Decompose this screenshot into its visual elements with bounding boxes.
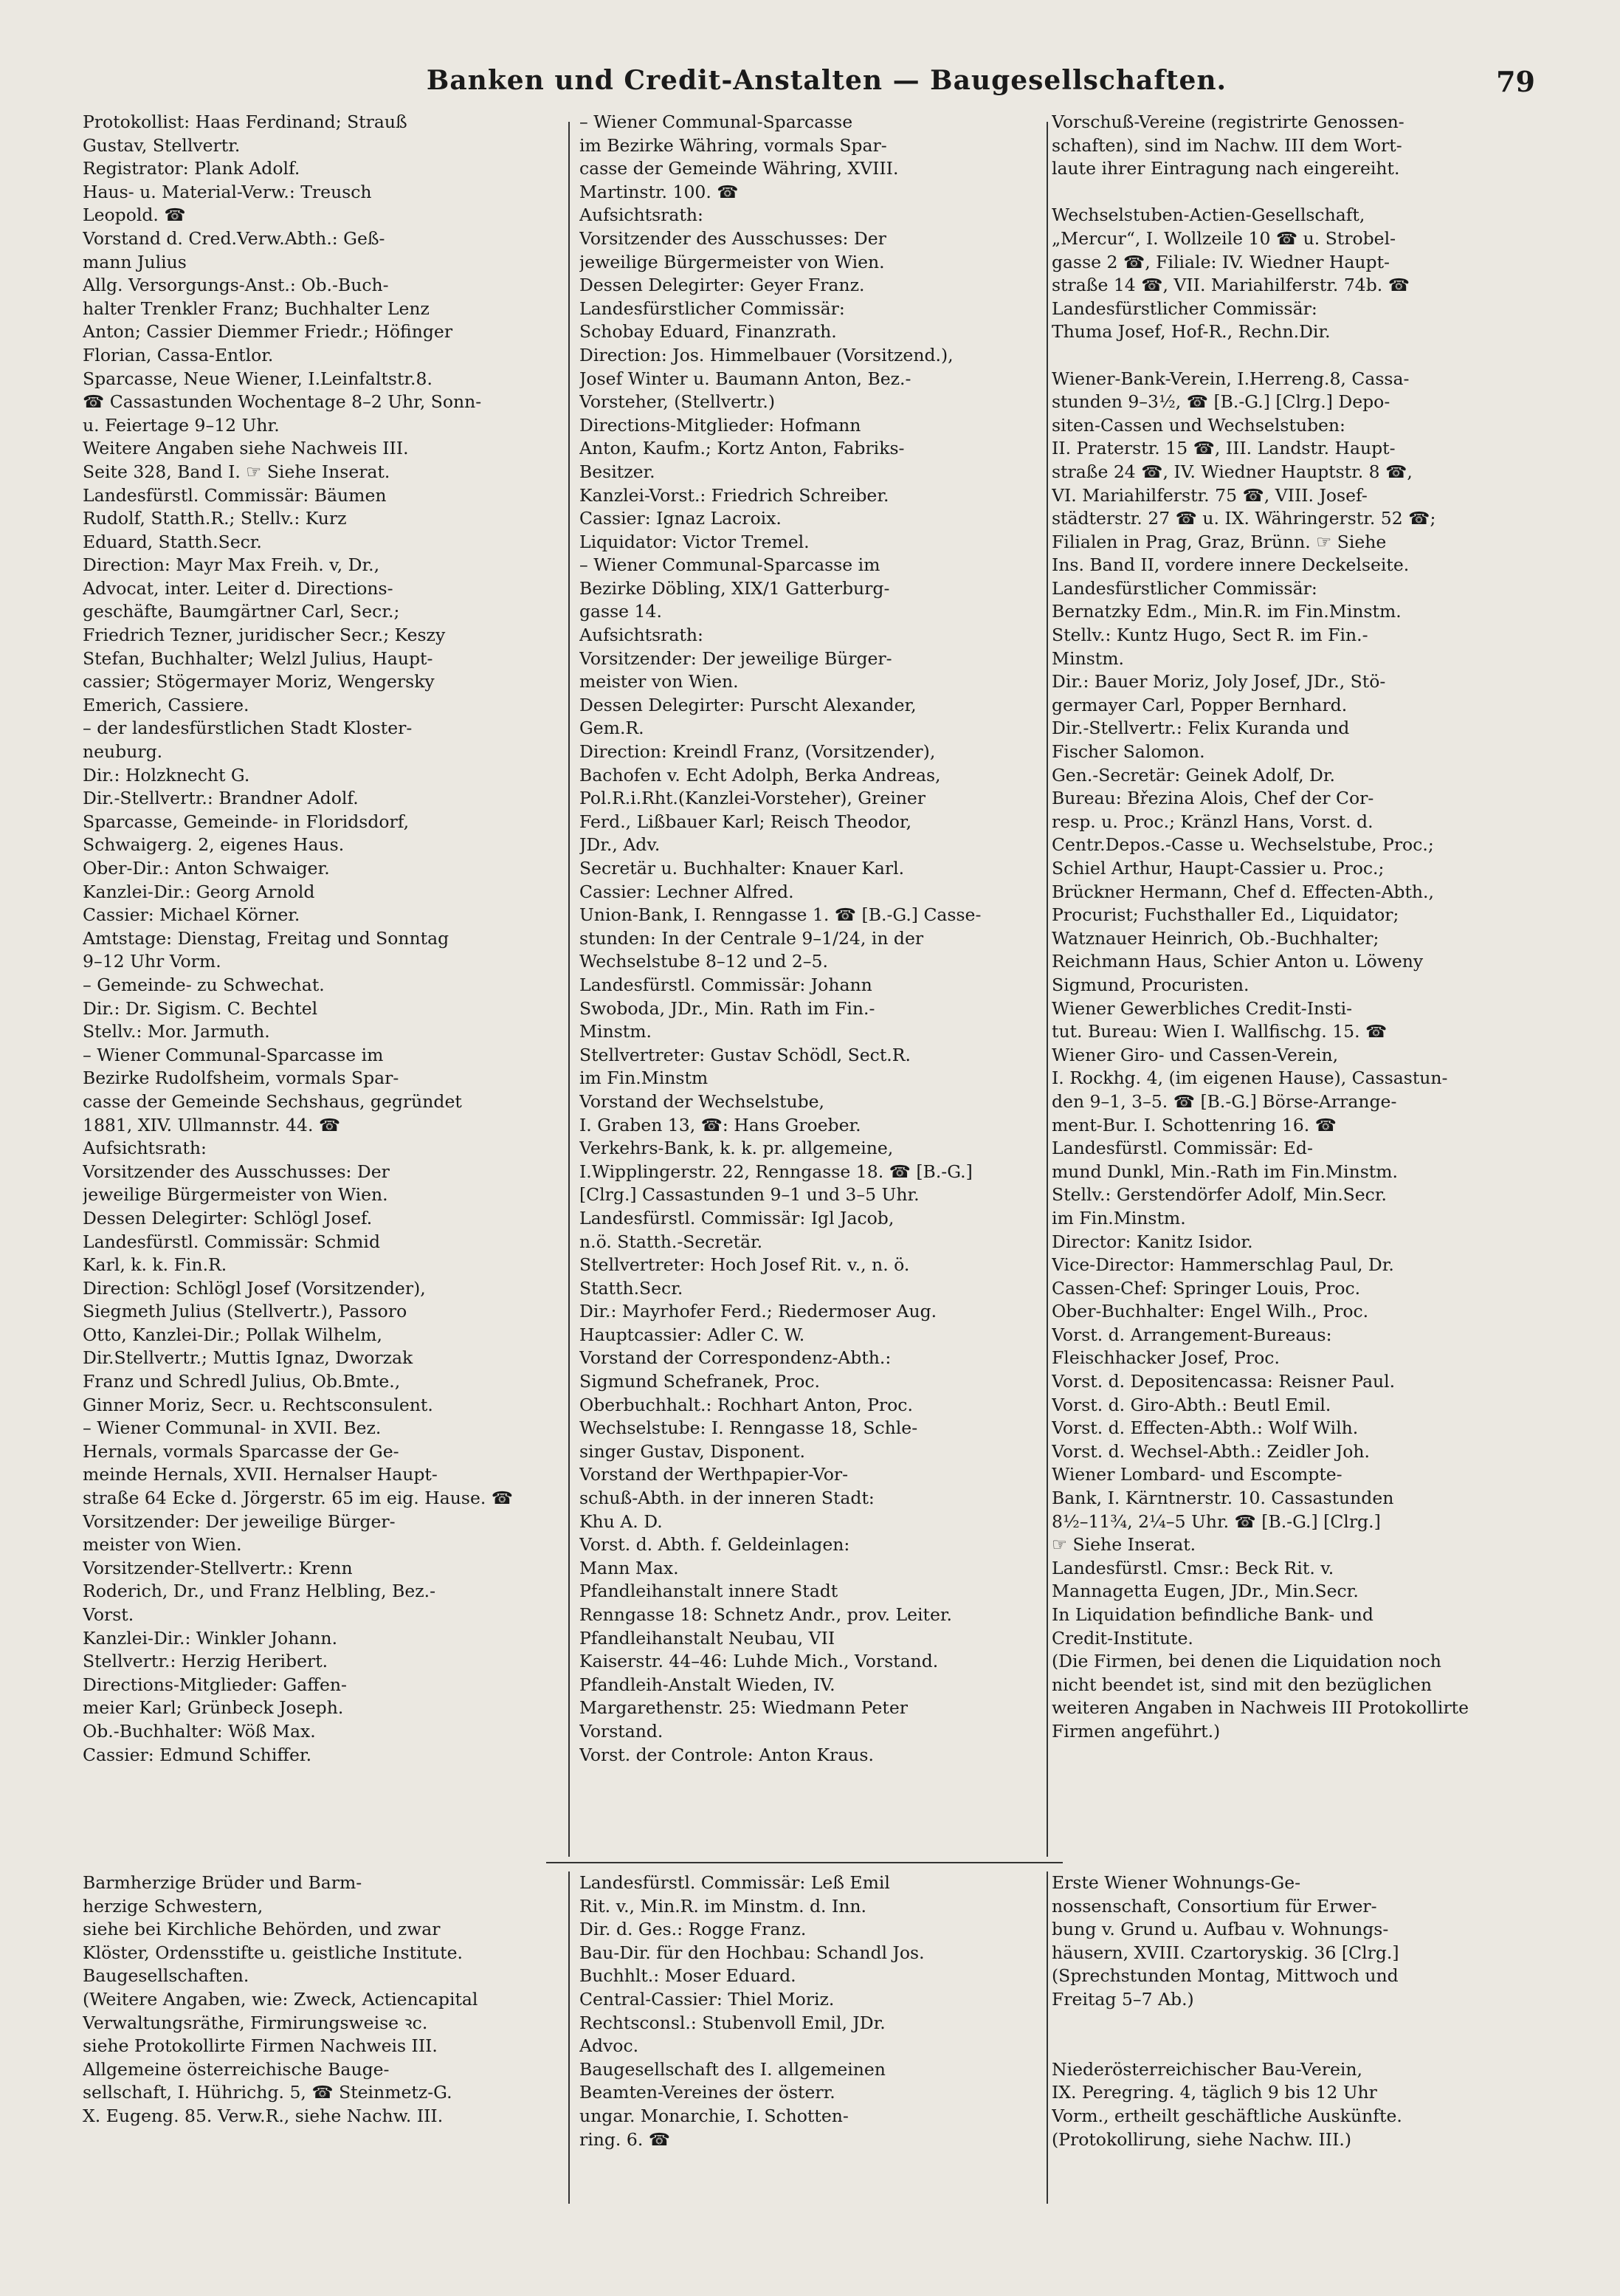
text-line: Vorschuß-Vereine (registrirte Genossen- <box>1052 111 1404 132</box>
text-line: Pfandleihanstalt Neubau, VII <box>579 1627 835 1649</box>
text-line: (Sprechstunden Montag, Mittwoch und <box>1052 1965 1399 1987</box>
text-line: Roderich, Dr., und Franz Helbling, Bez.- <box>83 1581 436 1602</box>
text-line: Statth.Secr. <box>579 1277 683 1299</box>
text-line: Fleischhacker Josef, Proc. <box>1052 1347 1280 1369</box>
text-line: II. Praterstr. 15 ☎, III. Landstr. Haupt- <box>1052 438 1396 459</box>
text-line: ☎ Cassastunden Wochentage 8–2 Uhr, Sonn- <box>83 391 482 413</box>
text-line: Anton; Cassier Diemmer Friedr.; Höfinger <box>83 321 453 343</box>
text-line: straße 24 ☎, IV. Wiedner Hauptstr. 8 ☎, <box>1052 461 1413 482</box>
text-line: Central-Cassier: Thiel Moriz. <box>579 1988 835 2010</box>
text-line: singer Gustav, Disponent. <box>579 1440 805 1462</box>
text-line: germayer Carl, Popper Bernhard. <box>1052 694 1348 715</box>
text-line: Watznauer Heinrich, Ob.-Buchhalter; <box>1052 927 1379 949</box>
text-line: schuß-Abth. in der inneren Stadt: <box>579 1488 875 1509</box>
text-line: Pfandleihanstalt innere Stadt <box>579 1581 838 1602</box>
text-line: meinde Hernals, XVII. Hernalser Haupt- <box>83 1464 438 1485</box>
text-line: Verkehrs-Bank, k. k. pr. allgemeine, <box>579 1138 894 1159</box>
text-line: Cassier: Edmund Schiffer. <box>83 1744 312 1765</box>
text-line: Liquidator: Victor Tremel. <box>579 531 810 552</box>
text-line: Wiener-Bank-Verein, I.Herreng.8, Cassa- <box>1052 368 1410 389</box>
text-line: Mannagetta Eugen, JDr., Min.Secr. <box>1052 1581 1359 1602</box>
text-line: Karl, k. k. Fin.R. <box>83 1254 227 1276</box>
text-line: im Fin.Minstm. <box>1052 1207 1186 1228</box>
text-line: Oberbuchhalt.: Rochhart Anton, Proc. <box>579 1394 913 1415</box>
text-line: Allgemeine österreichische Bauge- <box>83 2058 390 2080</box>
text-line: Khu A. D. <box>579 1510 663 1532</box>
text-line: mann Julius <box>83 251 187 272</box>
text-line: Josef Winter u. Baumann Anton, Bez.- <box>579 368 911 389</box>
text-line: Weitere Angaben siehe Nachweis III. <box>83 438 409 459</box>
text-line: Directions-Mitglieder: Hofmann <box>579 414 861 436</box>
bottom-column-middle <box>579 1871 1041 2151</box>
text-line: im Fin.Minstm <box>579 1068 709 1089</box>
text-line: siten-Cassen und Wechselstuben: <box>1052 414 1345 436</box>
text-line: cassier; Stögermayer Moriz, Wengersky <box>83 671 435 692</box>
text-line: Bau-Dir. für den Hochbau: Schandl Jos. <box>579 1942 925 1963</box>
text-line: Advocat, inter. Leiter d. Directions- <box>83 577 393 599</box>
text-line: Otto, Kanzlei-Dir.; Pollak Wilhelm, <box>83 1324 382 1345</box>
text-line: Stefan, Buchhalter; Welzl Julius, Haupt- <box>83 647 433 669</box>
text-line <box>1052 344 1539 368</box>
text-line: Bank, I. Kärntnerstr. 10. Cassastunden <box>1052 1488 1394 1509</box>
text-line: Vorsitzender: Der jeweilige Bürger- <box>83 1510 396 1532</box>
text-line: Reichmann Haus, Schier Anton u. Löweny <box>1052 951 1424 972</box>
text-line: Florian, Cassa-Entlor. <box>83 344 274 365</box>
text-line: Vorsteher, (Stellvertr.) <box>579 391 776 413</box>
text-line: Stellvertreter: Gustav Schödl, Sect.R. <box>579 1044 911 1065</box>
text-line: Ober-Buchhalter: Engel Wilh., Proc. <box>1052 1301 1369 1322</box>
text-line: weiteren Angaben in Nachweis III Protokollirte <box>1052 1697 1469 1719</box>
text-line: Bureau: Březina Alois, Chef der Cor- <box>1052 788 1374 809</box>
text-line: Landesfürstl. Commissär: Schmid <box>83 1231 380 1252</box>
text-line: Brückner Hermann, Chef d. Effecten-Abth., <box>1052 881 1434 902</box>
text-line: Amtstage: Dienstag, Freitag und Sonntag <box>83 927 449 949</box>
text-line: Landesfürstl. Cmsr.: Beck Rit. v. <box>1052 1557 1334 1578</box>
text-line: Freitag 5–7 Ab.) <box>1052 1988 1194 2010</box>
text-line: ment-Bur. I. Schottenring 16. ☎ <box>1052 1114 1337 1135</box>
text-line: Haus- u. Material-Verw.: Treusch <box>83 181 372 202</box>
text-line: Rechtsconsl.: Stubenvoll Emil, JDr. <box>579 2012 886 2033</box>
text-line: schaften), sind im Nachw. III dem Wort- <box>1052 134 1402 156</box>
text-line: Stellvertr.: Herzig Heribert. <box>83 1651 328 1672</box>
column-left <box>83 111 562 1767</box>
text-line: Dir.: Dr. Sigism. C. Bechtel <box>83 997 318 1019</box>
text-line: Advoc. <box>579 2035 639 2057</box>
text-line: Stellv.: Gerstendörfer Adolf, Min.Secr. <box>1052 1184 1387 1206</box>
column-divider <box>1047 122 1048 1857</box>
text-line: Vorstand der Correspondenz-Abth.: <box>579 1347 892 1369</box>
text-line: Vorstand der Werthpapier-Vor- <box>579 1464 849 1485</box>
page-number: 79 <box>1496 65 1535 98</box>
text-line: 1881, XIV. Ullmannstr. 44. ☎ <box>83 1114 341 1135</box>
text-line: Minstm. <box>1052 647 1124 669</box>
text-line: – Wiener Communal-Sparcasse <box>579 111 853 132</box>
text-line: (Die Firmen, bei denen die Liquidation noch <box>1052 1651 1441 1672</box>
column-divider <box>568 1871 570 2204</box>
text-line: straße 64 Ecke d. Jörgerstr. 65 im eig. Hause. ☎ <box>83 1488 514 1509</box>
text-line: meister von Wien. <box>579 671 739 692</box>
text-line: Direction: Schlögl Josef (Vorsitzender), <box>83 1277 426 1299</box>
text-line: jeweilige Bürgermeister von Wien. <box>83 1184 388 1206</box>
text-line: Vorst. der Controle: Anton Kraus. <box>579 1744 874 1765</box>
text-line: Dir.Stellvertr.; Muttis Ignaz, Dworzak <box>83 1347 413 1369</box>
text-line: stunden 9–3½, ☎ [B.-G.] [Clrg.] Depo- <box>1052 391 1390 413</box>
text-line: casse der Gemeinde Sechshaus, gegründet <box>83 1090 462 1112</box>
text-line <box>1052 2012 1539 2035</box>
text-line: Emerich, Cassiere. <box>83 694 249 715</box>
text-line: Firmen angeführt.) <box>1052 1720 1221 1742</box>
text-line: Erste Wiener Wohnungs-Ge- <box>1052 1872 1301 1893</box>
text-line: Wiener Lombard- und Escompte- <box>1052 1464 1342 1485</box>
text-line: Cassier: Michael Körner. <box>83 904 300 926</box>
text-line: Gem.R. <box>579 718 644 739</box>
text-line: Seite 328, Band I. ☞ Siehe Inserat. <box>83 461 390 482</box>
text-line: Leopold. ☎ <box>83 204 186 226</box>
text-line: Hauptcassier: Adler C. W. <box>579 1324 805 1345</box>
text-line: casse der Gemeinde Währing, XVIII. <box>579 158 899 179</box>
text-line: Bezirke Döbling, XIX/1 Gatterburg- <box>579 577 890 599</box>
text-line: – Wiener Communal-Sparcasse im <box>83 1044 384 1065</box>
text-line: Vorst. d. Depositencassa: Reisner Paul. <box>1052 1371 1396 1392</box>
text-line: Bernatzky Edm., Min.R. im Fin.Minstm. <box>1052 601 1402 622</box>
text-line: Hernals, vormals Sparcasse der Ge- <box>83 1440 399 1462</box>
text-line: halter Trenkler Franz; Buchhalter Lenz <box>83 298 430 319</box>
column-divider <box>568 122 570 1857</box>
text-line: Baugesellschaft des I. allgemeinen <box>579 2058 886 2080</box>
text-line: Schiel Arthur, Haupt-Cassier u. Proc.; <box>1052 858 1385 879</box>
text-line: Centr.Depos.-Casse u. Wechselstube, Proc.; <box>1052 834 1434 856</box>
text-line: Direction: Jos. Himmelbauer (Vorsitzend.), <box>579 344 954 365</box>
text-line: nicht beendet ist, sind mit den bezüglichen <box>1052 1674 1433 1695</box>
text-line: Gen.-Secretär: Geinek Adolf, Dr. <box>1052 764 1335 786</box>
text-line: den 9–1, 3–5. ☎ [B.-G.] Börse-Arrange- <box>1052 1090 1397 1112</box>
text-line: – Gemeinde- zu Schwechat. <box>83 974 325 995</box>
text-line: Vice-Director: Hammerschlag Paul, Dr. <box>1052 1254 1394 1276</box>
text-line: Ober-Dir.: Anton Schwaiger. <box>83 858 330 879</box>
text-line: Dessen Delegirter: Purscht Alexander, <box>579 694 917 715</box>
text-line: Mann Max. <box>579 1557 679 1578</box>
text-line: Allg. Versorgungs-Anst.: Ob.-Buch- <box>83 275 389 296</box>
text-line: meier Karl; Grünbeck Joseph. <box>83 1697 344 1719</box>
text-line: Landesfürstlicher Commissär: <box>579 298 845 319</box>
text-line: Director: Kanitz Isidor. <box>1052 1231 1253 1252</box>
text-line: Dessen Delegirter: Schlögl Josef. <box>83 1207 373 1228</box>
text-line: häusern, XVIII. Czartoryskig. 36 [Clrg.] <box>1052 1942 1399 1963</box>
text-line: Landesfürstl. Commissär: Johann <box>579 974 872 995</box>
text-line: Credit-Institute. <box>1052 1627 1193 1649</box>
text-line: [Clrg.] Cassastunden 9–1 und 3–5 Uhr. <box>579 1184 920 1206</box>
text-line: IX. Peregring. 4, täglich 9 bis 12 Uhr <box>1052 2082 1377 2103</box>
text-line: Procurist; Fuchsthaller Ed., Liquidator; <box>1052 904 1399 926</box>
text-line: I.Wipplingerstr. 22, Renngasse 18. ☎ [B.-G.] <box>579 1161 973 1182</box>
text-line: Wiener Gewerbliches Credit-Insti- <box>1052 997 1353 1019</box>
text-line: Protokollist: Haas Ferdinand; Strauß <box>83 111 407 132</box>
text-line: Dir.: Holzknecht G. <box>83 764 250 786</box>
text-line: städterstr. 27 ☎ u. IX. Währingerstr. 52 ☎; <box>1052 508 1436 529</box>
text-line: Cassier: Lechner Alfred. <box>579 881 794 902</box>
text-line: Eduard, Statth.Secr. <box>83 531 262 552</box>
bottom-column-left <box>83 1871 562 2128</box>
text-line: Schobay Eduard, Finanzrath. <box>579 321 837 343</box>
text-line: nossenschaft, Consortium für Erwer- <box>1052 1895 1377 1917</box>
text-line: „Mercur“, I. Wollzeile 10 ☎ u. Strobel- <box>1052 227 1396 249</box>
text-line: In Liquidation befindliche Bank- und <box>1052 1604 1373 1625</box>
text-line: Besitzer. <box>579 461 655 482</box>
text-line: – der landesfürstlichen Stadt Kloster- <box>83 718 413 739</box>
text-line: Landesfürstlicher Commissär: <box>1052 577 1317 599</box>
text-line: Klöster, Ordensstifte u. geistliche Institute. <box>83 1942 463 1963</box>
text-line: bung v. Grund u. Aufbau v. Wohnungs- <box>1052 1919 1389 1940</box>
column-divider <box>1047 1871 1048 2204</box>
text-line: Vorstand. <box>579 1720 663 1742</box>
text-line <box>1052 2035 1539 2058</box>
text-line: Ob.-Buchhalter: Wöß Max. <box>83 1720 316 1742</box>
text-line: ungar. Monarchie, I. Schotten- <box>579 2105 849 2126</box>
text-line: meister von Wien. <box>83 1534 242 1556</box>
text-line: ☞ Siehe Inserat. <box>1052 1534 1196 1556</box>
text-line: X. Eugeng. 85. Verw.R., siehe Nachw. III. <box>83 2105 444 2126</box>
text-line: Fischer Salomon. <box>1052 741 1205 763</box>
text-line: Cassier: Ignaz Lacroix. <box>579 508 782 529</box>
text-line: Verwaltungsräthe, Firmirungsweise ꝛc. <box>83 2012 428 2033</box>
text-line: Niederösterreichischer Bau-Verein, <box>1052 2058 1363 2080</box>
text-line: Wechselstube: I. Renngasse 18, Schle- <box>579 1417 918 1439</box>
text-line: neuburg. <box>83 741 163 763</box>
text-line: Bachofen v. Echt Adolph, Berka Andreas, <box>579 764 941 786</box>
text-line: Landesfürstl. Commissär: Ed- <box>1052 1138 1313 1159</box>
text-line: Renngasse 18: Schnetz Andr., prov. Leiter. <box>579 1604 953 1625</box>
text-line: Thuma Josef, Hof-R., Rechn.Dir. <box>1052 321 1331 343</box>
text-line: (Weitere Angaben, wie: Zweck, Actiencapital <box>83 1988 478 2010</box>
text-line: siehe Protokollirte Firmen Nachweis III. <box>83 2035 438 2057</box>
text-line: Ferd., Lißbauer Karl; Reisch Theodor, <box>579 811 912 832</box>
text-line: Dessen Delegirter: Geyer Franz. <box>579 275 865 296</box>
text-line: geschäfte, Baumgärtner Carl, Secr.; <box>83 601 400 622</box>
text-line: Vorstand d. Cred.Verw.Abth.: Geß- <box>83 227 385 249</box>
text-line: resp. u. Proc.; Kränzl Hans, Vorst. d. <box>1052 811 1373 832</box>
text-line: Kanzlei-Dir.: Winkler Johann. <box>83 1627 338 1649</box>
text-line: Friedrich Tezner, juridischer Secr.; Keszy <box>83 625 446 646</box>
text-line: Landesfürstl. Commissär: Igl Jacob, <box>579 1207 895 1228</box>
text-line: Dir.-Stellvertr.: Felix Kuranda und <box>1052 718 1350 739</box>
text-line: gasse 14. <box>579 601 662 622</box>
text-line: Stellvertreter: Hoch Josef Rit. v., n. ö. <box>579 1254 910 1276</box>
text-line: Landesfürstl. Commissär: Bäumen <box>83 484 387 506</box>
text-line: VI. Mariahilferstr. 75 ☎, VIII. Josef- <box>1052 484 1368 506</box>
text-line: Registrator: Plank Adolf. <box>83 158 300 179</box>
text-line: Wechselstuben-Actien-Gesellschaft, <box>1052 204 1365 226</box>
text-line: Swoboda, JDr., Min. Rath im Fin.- <box>579 997 875 1019</box>
text-line: Rit. v., Min.R. im Minstm. d. Inn. <box>579 1895 867 1917</box>
text-line: Kanzlei-Vorst.: Friedrich Schreiber. <box>579 484 889 506</box>
text-line: Landesfürstl. Commissär: Leß Emil <box>579 1872 890 1893</box>
text-line: Kanzlei-Dir.: Georg Arnold <box>83 881 315 902</box>
column-middle <box>579 111 1041 1767</box>
text-line: Aufsichtsrath: <box>83 1138 207 1159</box>
text-line: straße 14 ☎, VII. Mariahilferstr. 74b. ☎ <box>1052 275 1410 296</box>
text-line: Franz und Schredl Julius, Ob.Bmte., <box>83 1371 401 1392</box>
text-line: Stellv.: Kuntz Hugo, Sect R. im Fin.- <box>1052 625 1368 646</box>
text-line: Direction: Kreindl Franz, (Vorsitzender), <box>579 741 936 763</box>
column-right <box>1052 111 1539 1744</box>
text-line: Landesfürstlicher Commissär: <box>1052 298 1317 319</box>
text-line <box>1052 181 1539 204</box>
text-line: Kaiserstr. 44–46: Luhde Mich., Vorstand. <box>579 1651 939 1672</box>
text-line: jeweilige Bürgermeister von Wien. <box>579 251 885 272</box>
text-line: Cassen-Chef: Springer Louis, Proc. <box>1052 1277 1361 1299</box>
text-line: Pol.R.i.Rht.(Kanzlei-Vorsteher), Greiner <box>579 788 926 809</box>
text-line: tut. Bureau: Wien I. Wallfischg. 15. ☎ <box>1052 1021 1388 1042</box>
text-line: Bezirke Rudolfsheim, vormals Spar- <box>83 1068 399 1089</box>
text-line: siehe bei Kirchliche Behörden, und zwar <box>83 1919 441 1940</box>
text-line: Sigmund Schefranek, Proc. <box>579 1371 821 1392</box>
text-line: Ginner Moriz, Secr. u. Rechtsconsulent. <box>83 1394 433 1415</box>
text-line: stunden: In der Centrale 9–1/24, in der <box>579 927 924 949</box>
text-line: Secretär u. Buchhalter: Knauer Karl. <box>579 858 905 879</box>
text-line: Aufsichtsrath: <box>579 625 703 646</box>
page-header <box>111 65 1543 109</box>
text-line: Vorst. d. Wechsel-Abth.: Zeidler Joh. <box>1052 1440 1371 1462</box>
text-line: Rudolf, Statth.R.; Stellv.: Kurz <box>83 508 347 529</box>
text-line: Filialen in Prag, Graz, Brünn. ☞ Siehe <box>1052 531 1387 552</box>
text-line: Martinstr. 100. ☎ <box>579 181 739 202</box>
text-line: Vorsitzender: Der jeweilige Bürger- <box>579 647 892 669</box>
text-line: JDr., Adv. <box>579 834 661 856</box>
text-line: Vorst. d. Giro-Abth.: Beutl Emil. <box>1052 1394 1331 1415</box>
text-line: Vorsitzender-Stellvertr.: Krenn <box>83 1557 353 1578</box>
text-line: Margarethenstr. 25: Wiedmann Peter <box>579 1697 908 1719</box>
text-line: Barmherzige Brüder und Barm- <box>83 1872 362 1893</box>
text-line: 8½–11¾, 2¼–5 Uhr. ☎ [B.-G.] [Clrg.] <box>1052 1510 1381 1532</box>
text-line: Vorstand der Wechselstube, <box>579 1090 824 1112</box>
text-line: Vorm., ertheilt geschäftliche Auskünfte. <box>1052 2105 1402 2126</box>
text-line: Dir.-Stellvertr.: Brandner Adolf. <box>83 788 359 809</box>
text-line: 9–12 Uhr Vorm. <box>83 951 221 972</box>
text-line: Directions-Mitglieder: Gaffen- <box>83 1674 347 1695</box>
text-line: herzige Schwestern, <box>83 1895 263 1917</box>
text-line: I. Rockhg. 4, (im eigenen Hause), Cassastun- <box>1052 1068 1448 1089</box>
text-line: Gustav, Stellvertr. <box>83 134 241 156</box>
text-line: – Wiener Communal-Sparcasse im <box>579 554 880 576</box>
text-line: Stellv.: Mor. Jarmuth. <box>83 1021 270 1042</box>
text-line: ring. 6. ☎ <box>579 2128 671 2150</box>
text-line: Sigmund, Procuristen. <box>1052 974 1250 995</box>
text-line: Vorst. d. Arrangement-Bureaus: <box>1052 1324 1332 1345</box>
section-divider <box>546 1862 1063 1863</box>
text-line: u. Feiertage 9–12 Uhr. <box>83 414 280 436</box>
text-line: Sparcasse, Neue Wiener, I.Leinfaltstr.8. <box>83 368 432 389</box>
text-line: Beamten-Vereines der österr. <box>579 2082 835 2103</box>
text-line: Vorst. d. Abth. f. Geldeinlagen: <box>579 1534 850 1556</box>
text-line: Vorsitzender des Ausschusses: Der <box>579 227 886 249</box>
text-line: Pfandleih-Anstalt Wieden, IV. <box>579 1674 835 1695</box>
text-line: Buchhlt.: Moser Eduard. <box>579 1965 796 1987</box>
text-line: Minstm. <box>579 1021 652 1042</box>
text-line: Vorst. d. Effecten-Abth.: Wolf Wilh. <box>1052 1417 1359 1439</box>
text-line: Wiener Giro- und Cassen-Verein, <box>1052 1044 1339 1065</box>
text-line: im Bezirke Währing, vormals Spar- <box>579 134 887 156</box>
text-line: Sparcasse, Gemeinde- in Floridsdorf, <box>83 811 410 832</box>
text-line: Vorst. <box>83 1604 134 1625</box>
text-line: Anton, Kaufm.; Kortz Anton, Fabriks- <box>579 438 905 459</box>
text-line: gasse 2 ☎, Filiale: IV. Wiedner Haupt- <box>1052 251 1390 272</box>
text-line: mund Dunkl, Min.-Rath im Fin.Minstm. <box>1052 1161 1398 1182</box>
text-line: Wechselstube 8–12 und 2–5. <box>579 951 828 972</box>
bottom-column-right <box>1052 1871 1539 2151</box>
text-line: n.ö. Statth.-Secretär. <box>579 1231 763 1252</box>
text-line: Aufsichtsrath: <box>579 204 703 226</box>
text-line: Schwaigerg. 2, eigenes Haus. <box>83 834 345 856</box>
text-line: Dir.: Bauer Moriz, Joly Josef, JDr., Stö- <box>1052 671 1386 692</box>
text-line: laute ihrer Eintragung nach eingereiht. <box>1052 158 1400 179</box>
page-title: Banken und Credit-Anstalten — Baugesellschaften. <box>426 65 1227 96</box>
text-line: Vorsitzender des Ausschusses: Der <box>83 1161 390 1182</box>
text-line: Union-Bank, I. Renngasse 1. ☎ [B.-G.] Casse- <box>579 904 982 926</box>
text-line: sellschaft, I. Hührichg. 5, ☎ Steinmetz-G. <box>83 2082 452 2103</box>
text-line: (Protokollirung, siehe Nachw. III.) <box>1052 2128 1351 2150</box>
text-line: Ins. Band II, vordere innere Deckelseite. <box>1052 554 1410 576</box>
text-line: Dir.: Mayrhofer Ferd.; Riedermoser Aug. <box>579 1301 937 1322</box>
text-line: – Wiener Communal- in XVII. Bez. <box>83 1417 382 1439</box>
text-line: Direction: Mayr Max Freih. v, Dr., <box>83 554 380 576</box>
text-line: I. Graben 13, ☎: Hans Groeber. <box>579 1114 861 1135</box>
text-line: Siegmeth Julius (Stellvertr.), Passoro <box>83 1301 407 1322</box>
text-line: Baugesellschaften. <box>83 1965 249 1987</box>
text-line: Dir. d. Ges.: Rogge Franz. <box>579 1919 807 1940</box>
